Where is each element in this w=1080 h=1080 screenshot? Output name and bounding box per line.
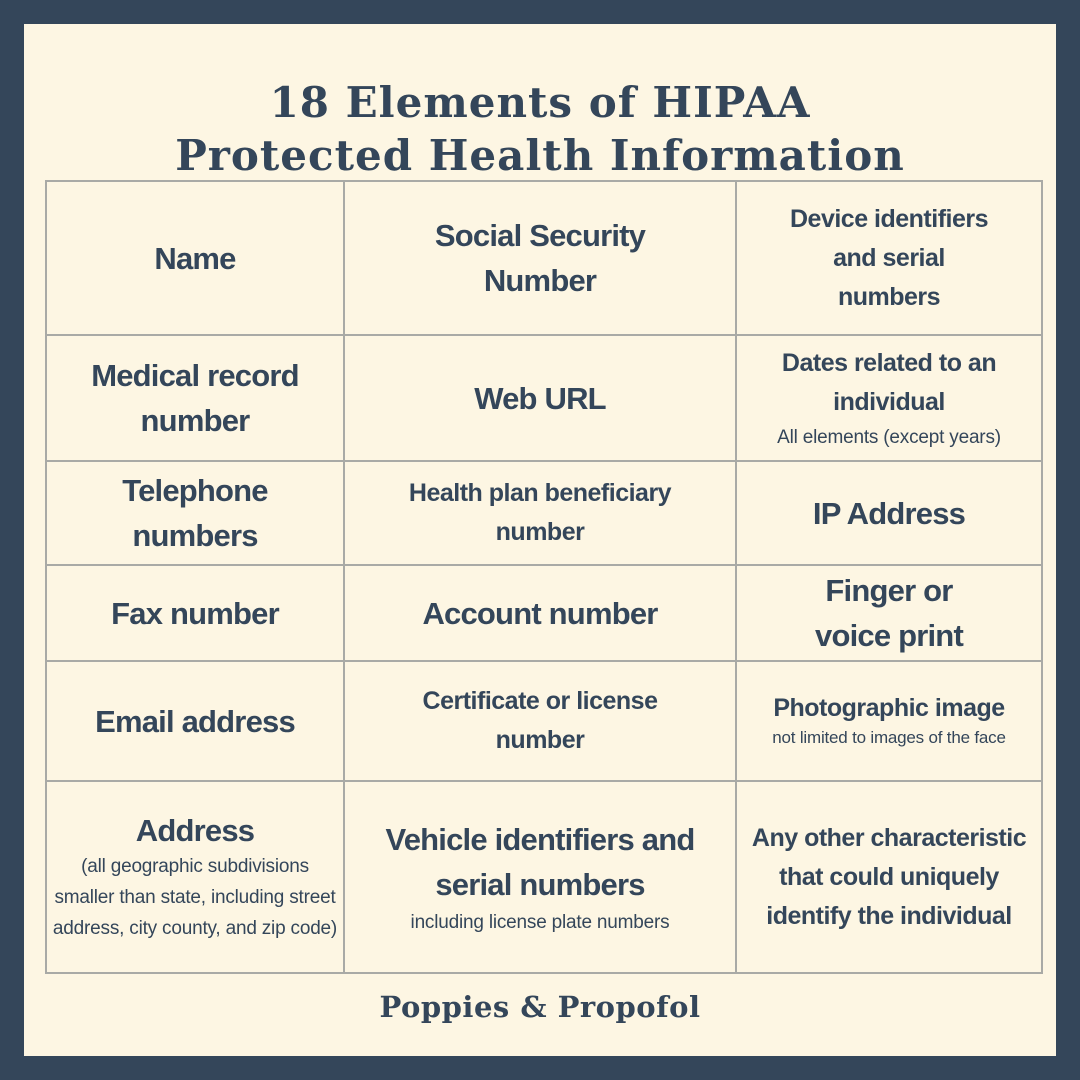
table-row [46,781,1042,973]
element-name: Name [154,240,236,276]
element-dates: Dates related to an individual [781,348,997,416]
table-cell [344,661,736,781]
table-cell [736,181,1042,335]
table-cell [736,661,1042,781]
infographic-card [24,24,1056,1056]
element-photographic-image-note: not limited to images of the face [772,728,1006,747]
table-cell [46,565,344,661]
table-cell [344,335,736,461]
table-cell [46,781,344,973]
table-cell [736,565,1042,661]
element-fax-number: Fax number [111,595,279,631]
table-row [46,181,1042,335]
element-dates-note: All elements (except years) [777,426,1001,448]
table-cell [46,181,344,335]
title-line-1: 18 Elements of HIPAA [269,78,811,127]
element-email-address: Email address [95,703,295,739]
element-health-plan-number: Health plan beneficiary number [408,479,672,546]
table-cell [344,461,736,565]
brand-footer: Poppies & Propofol [379,990,701,1024]
table-cell [344,565,736,661]
element-social-security-number: Social Security Number [434,218,646,298]
element-address: Address [135,812,255,848]
table-cell [736,781,1042,973]
page-title [24,76,1056,182]
element-account-number: Account number [422,595,658,631]
table-cell [46,661,344,781]
table-cell [46,335,344,461]
phi-elements-table [45,180,1043,974]
element-finger-voice-print: Finger or voice print [815,573,963,653]
element-certificate-license-number: Certificate or license number [422,687,658,754]
element-address-note: (all geographic subdivisions smaller than state, including street address, city county, and zip code) [52,855,338,939]
element-vehicle-identifiers-note: including license plate numbers [410,911,670,933]
element-vehicle-identifiers: Vehicle identifiers and serial numbers [385,821,695,902]
element-any-other-characteristic: Any other characteristic that could uniquely identify the individual [751,823,1027,930]
element-medical-record-number: Medical record number [91,358,299,438]
table-row [46,335,1042,461]
table-cell [46,461,344,565]
element-web-url: Web URL [474,380,606,416]
element-telephone-numbers: Telephone numbers [122,473,268,553]
table-row [46,565,1042,661]
element-device-identifiers: Device identifiers and serial numbers [789,204,989,311]
table-cell [736,461,1042,565]
element-ip-address: IP Address [812,495,966,531]
title-line-2: Protected Health Information [175,131,905,180]
table-cell [736,335,1042,461]
table-row [46,661,1042,781]
table-row [46,461,1042,565]
table-cell [344,181,736,335]
table-cell [344,781,736,973]
element-photographic-image: Photographic image [773,694,1005,722]
